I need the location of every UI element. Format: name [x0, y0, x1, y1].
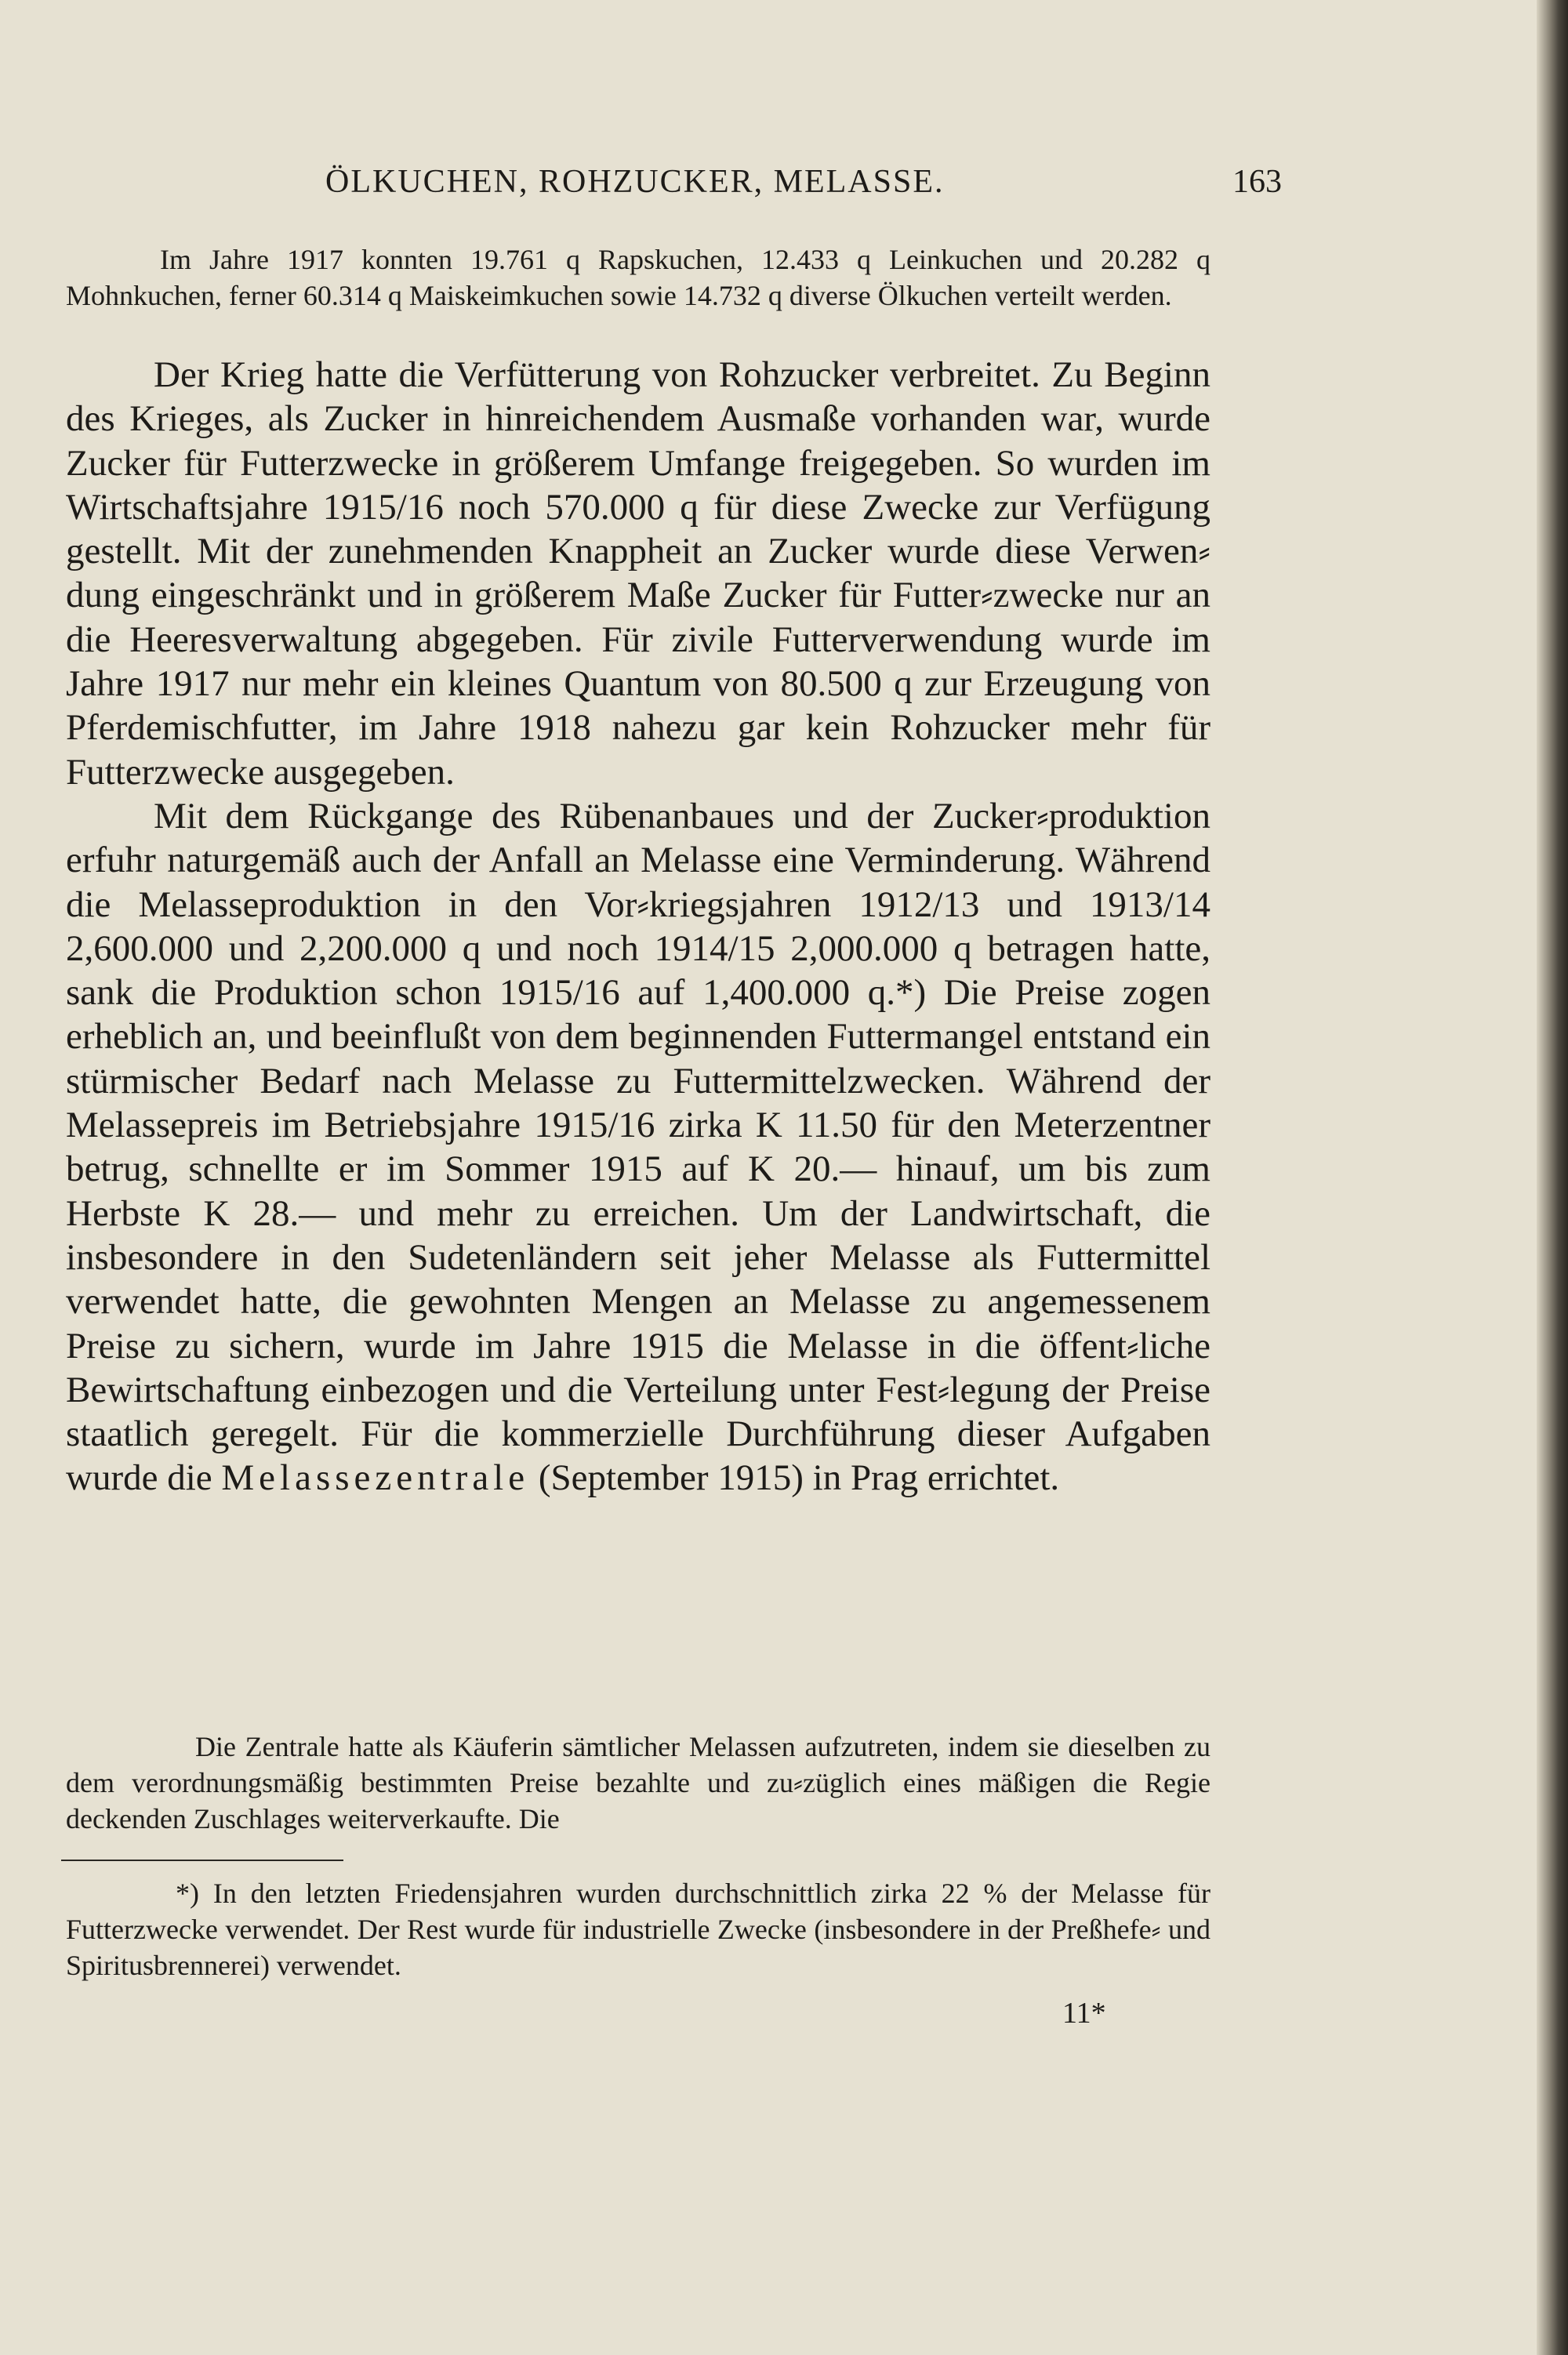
footnote-block	[66, 1875, 1210, 1983]
paragraph-sugar-feeding: Der Krieg hatte die Verfütterung von Rohzucker verbreitet. Zu Beginn des Krieges, als Zucker in hinreichendem Ausmaße vorhanden war, wurde Zucker für Futterzwecke in größerem Umfange freigegeben. So wurden im Wirtschaftsjahre 1915/16 noch 570.000 q für diese Zwecke zur Verfügung gestellt. Mit der zunehmenden Knappheit an Zucker wurde diese Verwen⸗dung eingeschränkt und in größerem Maße Zucker für Futter⸗zwecke nur an die Heeresverwaltung abgegeben. Für zivile Futterverwendung wurde im Jahre 1917 nur mehr ein kleines Quantum von 80.500 q zur Erzeugung von Pferdemischfutter, im Jahre 1918 nahezu gar kein Rohzucker mehr für Futterzwecke ausgegeben.	[66, 354, 1210, 793]
note-block	[66, 1729, 1210, 1837]
page-header	[325, 163, 1282, 210]
paragraph-molasses-end: (September 1915) in Prag errichtet.	[538, 1457, 1060, 1499]
paragraph-molasses-text: Mit dem Rückgange des Rübenanbaues und der Zucker⸗produktion erfuhr naturgemäß auch der Anfall an Melasse eine Verminderung. Während die Melasseproduktion in den Vor⸗kriegsjahren 1912/13 und 1913/14 2,600.000 und 2,200.000 q und noch 1914/15 2,000.000 q betragen hatte, sank die Produktion schon 1915/16 auf 1,400.000 q.*) Die Preise zogen erheblich an, und beeinflußt von dem beginnenden Futtermangel entstand ein stürmischer Bedarf nach Melasse zu Futtermittelzwecken. Während der Melassepreis im Betriebsjahre 1915/16 zirka K 11.50 für den Meterzentner betrug, schnellte er im Sommer 1915 auf K 20.— hinauf, um bis zum Herbste K 28.— und mehr zu erreichen. Um der Landwirtschaft, die insbesondere in den Sudetenländern seit jeher Melasse als Futtermittel verwendet hatte, die gewohnten Mengen an Melasse zu angemessenem Preise zu sichern, wurde im Jahre 1915 die Melasse in die öffent⸗liche Bewirtschaftung einbezogen und die Verteilung unter Fest⸗legung der Preise staatlich geregelt. Für die kommerzielle Durchführung dieser Aufgaben wurde die	[66, 795, 1210, 1499]
intro-paragraph: Im Jahre 1917 konnten 19.761 q Rapskuchen, 12.433 q Leinkuchen und 20.282 q Mohnkuchen, ferner 60.314 q Maiskeimkuchen sowie 14.732 q diverse Ölkuchen verteilt werden.	[66, 244, 1210, 311]
main-text	[66, 353, 1210, 1500]
note-paragraph: Die Zentrale hatte als Käuferin sämtlicher Melassen aufzutreten, indem sie dieselben zu dem verordnungsmäßig bestimmten Preise bezahlte und zu⸗züglich eines mäßigen die Regie deckenden Zuschlages weiterverkaufte. Die	[66, 1731, 1210, 1834]
footnote-divider	[61, 1860, 343, 1861]
page-number: 163	[1232, 164, 1282, 200]
melassezentrale-term: Melassezentrale	[221, 1457, 530, 1499]
book-spine-edge	[1537, 0, 1568, 2355]
paragraph-molasses	[66, 794, 1210, 1500]
running-title: ÖLKUCHEN, ROHZUCKER, MELASSE.	[325, 164, 945, 200]
intro-block	[66, 241, 1210, 314]
signature-mark: 11*	[1062, 1997, 1106, 2030]
footnote-text: *) In den letzten Friedensjahren wurden durchschnittlich zirka 22 % der Melasse für Futterzwecke verwendet. Der Rest wurde für industrielle Zwecke (insbesondere in der Preßhefe⸗ und Spiritusbrennerei) verwendet.	[66, 1878, 1210, 1981]
